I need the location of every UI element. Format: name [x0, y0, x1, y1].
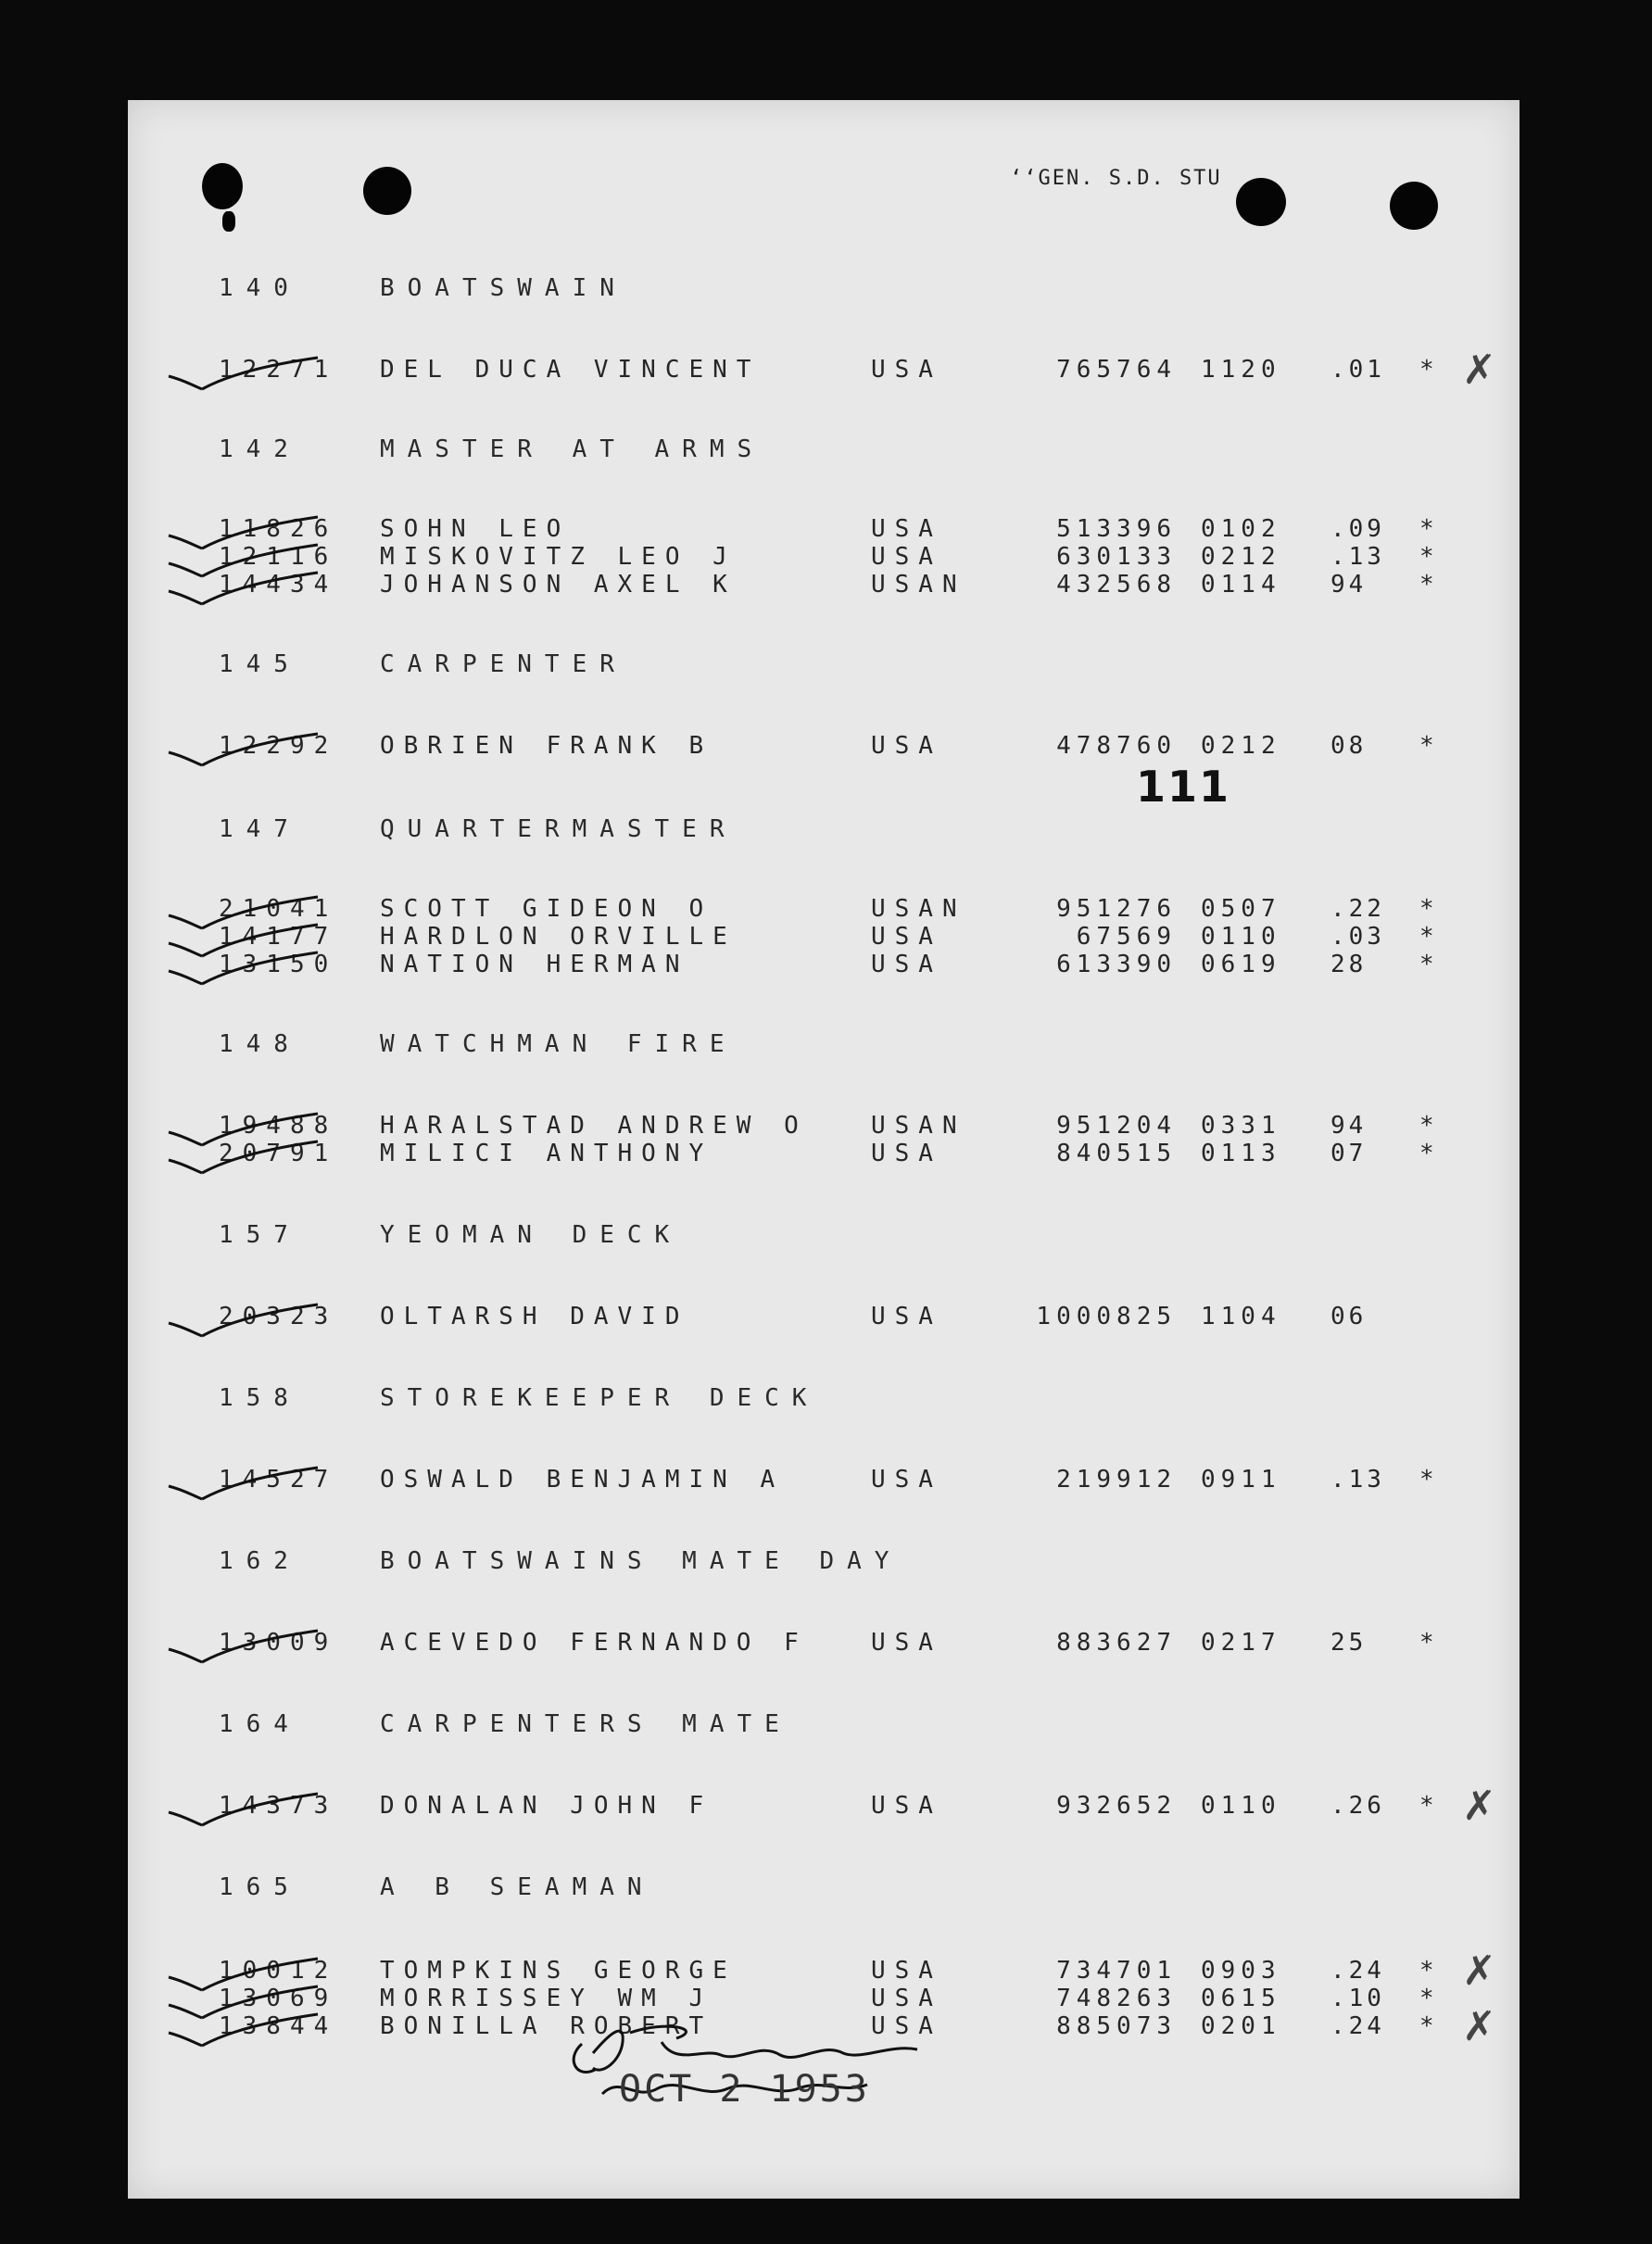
crew-name: NATION HERMAN	[380, 951, 689, 978]
section-code: 164	[219, 1710, 301, 1738]
citizenship-code: USA	[871, 951, 942, 978]
crew-number: 13844	[219, 2012, 338, 2040]
rating-value: 28	[1330, 951, 1368, 978]
section-code: 148	[219, 1030, 301, 1058]
citizenship-code: USAN	[871, 895, 966, 923]
crew-name: BONILLA ROBERT	[380, 2012, 713, 2040]
section-title: BOATSWAIN	[380, 274, 627, 302]
rating-value: .24	[1330, 1957, 1385, 1985]
asterisk-mark: *	[1419, 1466, 1444, 1494]
discharge-number: 613390	[1056, 951, 1177, 978]
discharge-number: 734701	[1056, 1957, 1177, 1985]
ink-blot	[202, 163, 243, 209]
date-code: 0903	[1201, 1957, 1281, 1985]
asterisk-mark: *	[1419, 515, 1444, 543]
discharge-number: 883627	[1056, 1629, 1177, 1657]
section-code: 147	[219, 815, 301, 843]
check-mark	[165, 1136, 322, 1177]
crew-number: 13009	[219, 1629, 338, 1657]
check-mark	[165, 352, 322, 393]
citizenship-code: USAN	[871, 1112, 966, 1140]
section-code: 157	[219, 1221, 301, 1249]
citizenship-code: USA	[871, 1140, 942, 1167]
check-mark	[165, 1462, 322, 1503]
crew-name: DONALAN JOHN F	[380, 1792, 713, 1820]
check-mark	[165, 728, 322, 769]
crew-number: 13150	[219, 951, 338, 978]
citizenship-code: USA	[871, 356, 942, 384]
date-code: 0507	[1201, 895, 1281, 923]
citizenship-code: USA	[871, 1303, 942, 1330]
section-code: 142	[219, 435, 301, 463]
section-title: A B SEAMAN	[380, 1873, 655, 1901]
date-stamp: OCT 2 1953	[619, 2068, 870, 2111]
x-mark: ✗	[1462, 347, 1496, 394]
crew-number: 12292	[219, 732, 338, 760]
section-title: BOATSWAINS MATE DAY	[380, 1547, 902, 1575]
section-title: CARPENTER	[380, 650, 627, 678]
crew-number: 14373	[219, 1792, 338, 1820]
date-code: 0201	[1201, 2012, 1281, 2040]
date-code: 1104	[1201, 1303, 1281, 1330]
asterisk-mark: *	[1419, 1112, 1444, 1140]
date-code: 1120	[1201, 356, 1281, 384]
crew-name: MILICI ANTHONY	[380, 1140, 713, 1167]
punch-hole	[1236, 178, 1286, 226]
asterisk-mark: *	[1419, 951, 1444, 978]
rating-value: 08	[1330, 732, 1368, 760]
discharge-number: 951276	[1056, 895, 1177, 923]
citizenship-code: USAN	[871, 571, 966, 599]
asterisk-mark: *	[1419, 1629, 1444, 1657]
rating-value: 94	[1330, 1112, 1368, 1140]
date-code: 0102	[1201, 515, 1281, 543]
crew-name: SCOTT GIDEON O	[380, 895, 713, 923]
rating-value: .13	[1330, 543, 1385, 571]
section-title: CARPENTERS MATE	[380, 1710, 792, 1738]
citizenship-code: USA	[871, 515, 942, 543]
rating-value: 94	[1330, 571, 1368, 599]
discharge-number: 951204	[1056, 1112, 1177, 1140]
discharge-number: 748263	[1056, 1985, 1177, 2012]
x-mark: ✗	[1462, 2003, 1496, 2050]
rating-value: .09	[1330, 515, 1385, 543]
discharge-number: 932652	[1056, 1792, 1177, 1820]
rating-value: .24	[1330, 2012, 1385, 2040]
punch-hole	[363, 167, 411, 215]
crew-name: ACEVEDO FERNANDO F	[380, 1629, 808, 1657]
section-title: STOREKEEPER DECK	[380, 1384, 820, 1412]
date-code: 0615	[1201, 1985, 1281, 2012]
crew-number: 12271	[219, 356, 338, 384]
discharge-number: 432568	[1056, 571, 1177, 599]
discharge-number: 67569	[1076, 923, 1177, 951]
section-code: 140	[219, 274, 301, 302]
crew-number: 19488	[219, 1112, 338, 1140]
crew-name: TOMPKINS GEORGE	[380, 1957, 737, 1985]
crew-name: MISKOVITZ LEO J	[380, 543, 737, 571]
crew-number: 11826	[219, 515, 338, 543]
date-code: 0212	[1201, 543, 1281, 571]
citizenship-code: USA	[871, 1792, 942, 1820]
crew-number: 13069	[219, 1985, 338, 2012]
crew-name: OSWALD BENJAMIN A	[380, 1466, 785, 1494]
asterisk-mark: *	[1419, 2012, 1444, 2040]
crew-number: 10012	[219, 1957, 338, 1985]
crew-number: 20791	[219, 1140, 338, 1167]
discharge-number: 478760	[1056, 732, 1177, 760]
date-code: 0331	[1201, 1112, 1281, 1140]
asterisk-mark: *	[1419, 923, 1444, 951]
citizenship-code: USA	[871, 1957, 942, 1985]
ink-blot	[222, 211, 235, 232]
rating-value: .10	[1330, 1985, 1385, 2012]
crew-number: 21041	[219, 895, 338, 923]
crew-number: 14434	[219, 571, 338, 599]
rating-value: .01	[1330, 356, 1385, 384]
section-code: 145	[219, 650, 301, 678]
crew-name: DEL DUCA VINCENT	[380, 356, 761, 384]
citizenship-code: USA	[871, 2012, 942, 2040]
date-code: 0113	[1201, 1140, 1281, 1167]
check-mark	[165, 1299, 322, 1340]
crew-name: HARDLON ORVILLE	[380, 923, 737, 951]
citizenship-code: USA	[871, 543, 942, 571]
check-mark	[165, 1625, 322, 1666]
check-mark	[165, 1788, 322, 1829]
section-code: 165	[219, 1873, 301, 1901]
ship-name-header: ‘‘GEN. S.D. STU	[1010, 167, 1222, 190]
asterisk-mark: *	[1419, 571, 1444, 599]
asterisk-mark: *	[1419, 1957, 1444, 1985]
asterisk-mark: *	[1419, 732, 1444, 760]
date-code: 0217	[1201, 1629, 1281, 1657]
x-mark: ✗	[1462, 1948, 1496, 1995]
crew-name: SOHN LEO	[380, 515, 571, 543]
check-mark	[165, 567, 322, 608]
discharge-number: 513396	[1056, 515, 1177, 543]
crew-name: JOHANSON AXEL K	[380, 571, 737, 599]
asterisk-mark: *	[1419, 1140, 1444, 1167]
handwritten-page-number: 111	[1136, 762, 1231, 812]
date-code: 0911	[1201, 1466, 1281, 1494]
date-code: 0619	[1201, 951, 1281, 978]
citizenship-code: USA	[871, 1985, 942, 2012]
crew-name: HARALSTAD ANDREW O	[380, 1112, 808, 1140]
crew-name: OLTARSH DAVID	[380, 1303, 689, 1330]
date-code: 0114	[1201, 571, 1281, 599]
crew-number: 14527	[219, 1466, 338, 1494]
discharge-number: 630133	[1056, 543, 1177, 571]
section-title: MASTER AT ARMS	[380, 435, 765, 463]
date-code: 0110	[1201, 923, 1281, 951]
date-code: 0212	[1201, 732, 1281, 760]
section-code: 158	[219, 1384, 301, 1412]
section-code: 162	[219, 1547, 301, 1575]
crew-number: 20323	[219, 1303, 338, 1330]
rating-value: .22	[1330, 895, 1385, 923]
discharge-number: 1000825	[1036, 1303, 1177, 1330]
rating-value: .03	[1330, 923, 1385, 951]
check-mark	[165, 2009, 322, 2049]
rating-value: 07	[1330, 1140, 1368, 1167]
asterisk-mark: *	[1419, 543, 1444, 571]
crew-name: OBRIEN FRANK B	[380, 732, 713, 760]
asterisk-mark: *	[1419, 356, 1444, 384]
crew-name: MORRISSEY WM J	[380, 1985, 713, 2012]
check-mark	[165, 947, 322, 988]
discharge-number: 219912	[1056, 1466, 1177, 1494]
date-code: 0110	[1201, 1792, 1281, 1820]
discharge-number: 885073	[1056, 2012, 1177, 2040]
punch-hole	[1390, 182, 1438, 230]
asterisk-mark: *	[1419, 1792, 1444, 1820]
crew-number: 14177	[219, 923, 338, 951]
citizenship-code: USA	[871, 1629, 942, 1657]
section-title: YEOMAN DECK	[380, 1221, 683, 1249]
citizenship-code: USA	[871, 1466, 942, 1494]
discharge-number: 765764	[1056, 356, 1177, 384]
asterisk-mark: *	[1419, 895, 1444, 923]
citizenship-code: USA	[871, 923, 942, 951]
rating-value: 06	[1330, 1303, 1368, 1330]
asterisk-mark: *	[1419, 1985, 1444, 2012]
rating-value: 25	[1330, 1629, 1368, 1657]
rating-value: .13	[1330, 1466, 1385, 1494]
crew-number: 12116	[219, 543, 338, 571]
section-title: WATCHMAN FIRE	[380, 1030, 738, 1058]
x-mark: ✗	[1462, 1783, 1496, 1830]
citizenship-code: USA	[871, 732, 942, 760]
section-title: QUARTERMASTER	[380, 815, 738, 843]
discharge-number: 840515	[1056, 1140, 1177, 1167]
rating-value: .26	[1330, 1792, 1385, 1820]
